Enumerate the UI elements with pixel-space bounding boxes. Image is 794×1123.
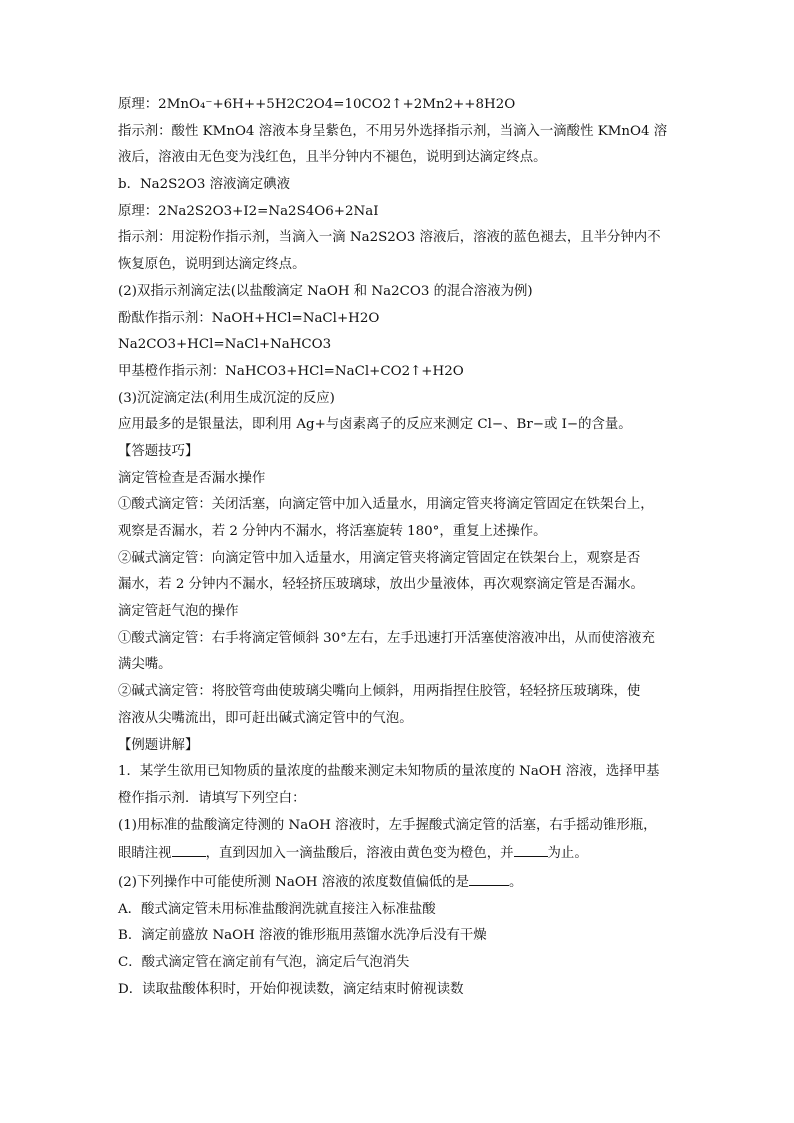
acid-burette-bubble-line2: 满尖嘴。 — [118, 657, 172, 673]
methyl-orange-equation: 甲基橙作指示剂：NaHCO3+HCl=NaCl+CO2↑+H2O — [118, 363, 464, 379]
question1-part2 — [118, 871, 688, 893]
question1-part1-line2 — [118, 842, 688, 864]
question1-line1: 1．某学生欲用已知物质的量浓度的盐酸来测定未知物质的量浓度的 NaOH 溶液，选择甲基 — [118, 764, 660, 780]
double-indicator-heading: (2)双指示剂滴定法(以盐酸滴定 NaOH 和 Na2CO3 的混合溶液为例) — [118, 283, 533, 299]
indicator-starch-line1: 指示剂：用淀粉作指示剂，当滴入一滴 Na2S2O3 溶液后，溶液的蓝色褪去，且半分钟内不 — [118, 230, 661, 246]
text-segment: (2)下列操作中可能使所测 NaOH 溶液的浓度数值偏低的是 — [118, 874, 470, 890]
text-segment: ，直到因加入一滴盐酸后，溶液由黄色变为橙色，并 — [205, 846, 514, 862]
answer-blank[interactable] — [172, 842, 206, 857]
phenolphthalein-equation: 酚酞作指示剂：NaOH+HCl=NaCl+H2O — [118, 310, 380, 326]
base-burette-leak-line1: ②碱式滴定管：向滴定管中加入适量水，用滴定管夹将滴定管固定在铁架台上，观察是否 — [118, 550, 641, 566]
text-segment: 为止。 — [547, 846, 588, 862]
acid-burette-leak-line1: ①酸式滴定管：关闭活塞，向滴定管中加入适量水，用滴定管夹将滴定管固定在铁架台上， — [118, 497, 654, 513]
base-burette-bubble-line1: ②碱式滴定管：将胶管弯曲使玻璃尖嘴向上倾斜，用两指捏住胶管，轻轻挤压玻璃珠，使 — [118, 684, 641, 700]
answer-blank[interactable] — [469, 871, 509, 886]
answer-blank[interactable] — [514, 842, 548, 857]
text-segment: 眼睛注视 — [118, 846, 172, 862]
option-b: B．滴定前盛放 NaOH 溶液的锥形瓶用蒸馏水洗净后没有干燥 — [118, 928, 487, 944]
option-a: A．酸式滴定管未用标准盐酸润洗就直接注入标准盐酸 — [118, 901, 436, 917]
argentometry-text: 应用最多的是银量法，即利用 Ag+与卤素离子的反应来测定 Cl−、Br−或 I−的含量。 — [118, 417, 632, 433]
acid-burette-bubble-line1: ①酸式滴定管：右手将滴定管倾斜 30°左右，左手迅速打开活塞使溶液冲出，从而使溶液充 — [118, 630, 655, 646]
indicator-starch-line2: 恢复原色，说明到达滴定终点。 — [118, 257, 306, 273]
precipitation-heading: (3)沉淀滴定法(利用生成沉淀的反应) — [118, 390, 335, 406]
section-b-heading: b．Na2S2O3 溶液滴定碘液 — [118, 177, 290, 193]
question1-part1-line1: (1)用标准的盐酸滴定待测的 NaOH 溶液时，左手握酸式滴定管的活塞，右手摇动锥形瓶， — [118, 817, 657, 833]
na2co3-equation: Na2CO3+HCl=NaCl+NaHCO3 — [118, 337, 332, 353]
indicator-kmno4-line2: 液后，溶液由无色变为浅红色，且半分钟内不褪色，说明到达滴定终点。 — [118, 150, 547, 166]
examples-heading: 【例题讲解】 — [118, 737, 199, 753]
indicator-kmno4-line1: 指示剂：酸性 KMnO4 溶液本身呈紫色，不用另外选择指示剂，当滴入一滴酸性 KMnO4 溶 — [118, 123, 668, 139]
principle-kmno4: 原理：2MnO₄⁻+6H++5H2C2O4=10CO2↑+2Mn2++8H2O — [118, 97, 516, 112]
option-c: C．酸式滴定管在滴定前有气泡，滴定后气泡消失 — [118, 955, 410, 970]
base-burette-leak-line2: 漏水，若 2 分钟内不漏水，轻轻挤压玻璃球，放出少量液体，再次观察滴定管是否漏水。 — [118, 577, 644, 593]
text-segment: 。 — [509, 874, 523, 890]
question1-line2: 橙作指示剂．请填写下列空白： — [118, 790, 306, 806]
tips-heading: 【答题技巧】 — [118, 443, 199, 459]
base-burette-bubble-line2: 溶液从尖嘴流出，即可赶出碱式滴定管中的气泡。 — [118, 710, 413, 726]
principle-na2s2o3: 原理：2Na2S2O3+I2=Na2S4O6+2NaI — [118, 203, 379, 219]
acid-burette-leak-line2: 观察是否漏水，若 2 分钟内不漏水，将活塞旋转 180°，重复上述操作。 — [118, 524, 547, 539]
bubble-removal-heading: 滴定管赶气泡的操作 — [118, 604, 239, 620]
option-d: D．读取盐酸体积时，开始仰视读数，滴定结束时俯视读数 — [118, 981, 464, 997]
document-body — [118, 95, 688, 1006]
leak-check-heading: 滴定管检查是否漏水操作 — [118, 470, 266, 486]
